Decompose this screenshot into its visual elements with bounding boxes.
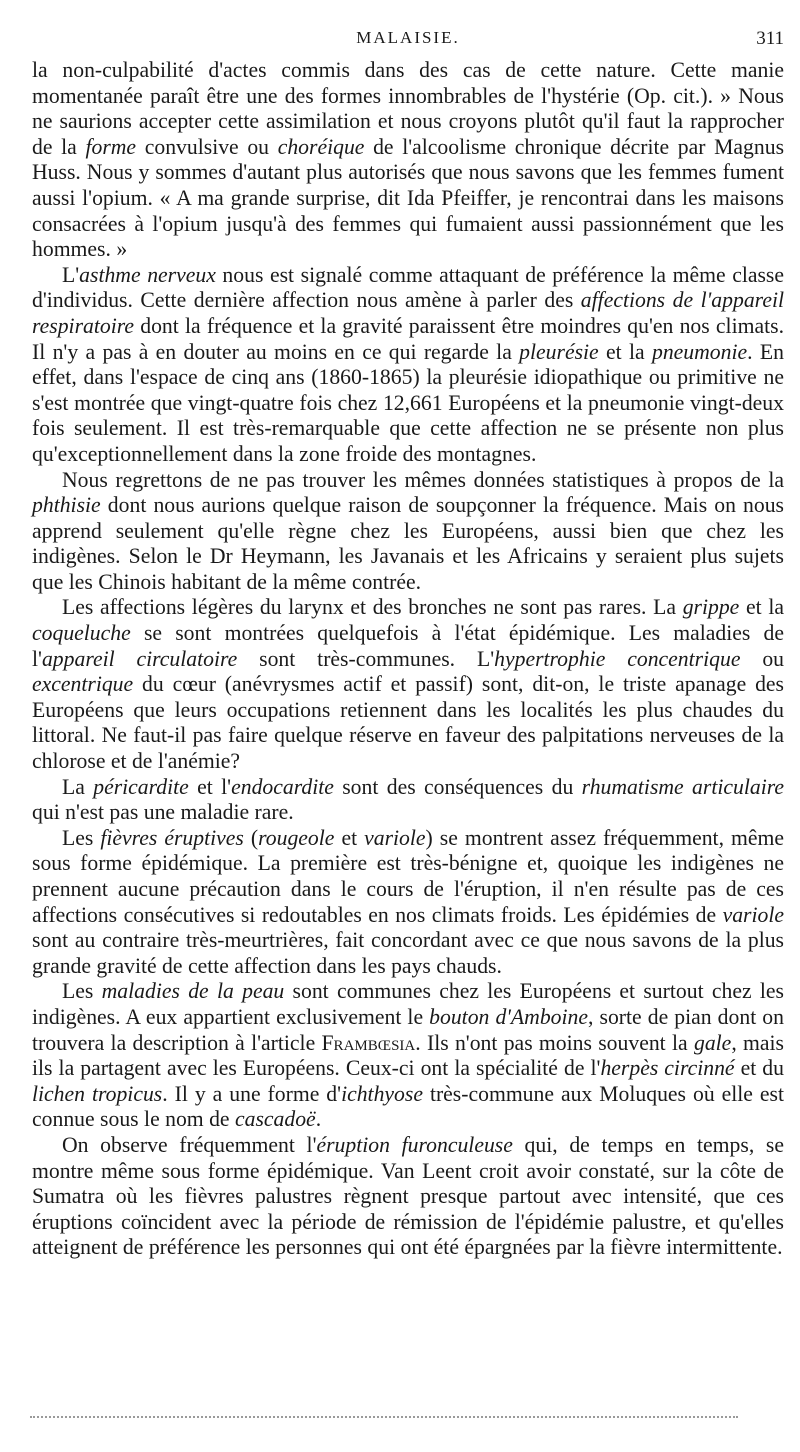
italic-term: fièvres éruptives — [100, 825, 244, 850]
text-run: dont la fréquence et la gravité paraissent être moindres qu'en nos climats. Il n'y a pas à en douter au moins en ce qui regarde la — [32, 313, 784, 364]
text-run: . Ils n'ont pas moins souvent la — [415, 1030, 694, 1055]
italic-term: forme — [85, 134, 137, 159]
italic-term: pneumonie — [651, 339, 748, 364]
italic-term: coqueluche — [32, 621, 131, 646]
text-run: et la — [598, 339, 652, 364]
bottom-dotted-rule — [30, 1416, 738, 1418]
text-run: sont au contraire très-meurtrières, fait concordant avec ce que nous savons de la plus grande gravité de cette affection dans les pays chauds. — [32, 928, 784, 978]
italic-term: grippe — [682, 595, 740, 620]
paragraph-2 — [32, 468, 784, 596]
text-run: L' — [62, 262, 80, 287]
italic-term: cascadoë — [234, 1107, 316, 1132]
text-run: qui n'est pas une maladie rare. — [32, 800, 294, 825]
text-run: très-commune aux Moluques où elle est connue sous le nom de — [32, 1081, 784, 1132]
text-run: ou — [740, 646, 785, 671]
text-run: Les — [62, 825, 101, 850]
italic-term: excentrique — [32, 672, 134, 697]
text-run: La — [62, 774, 94, 799]
italic-term: affections de l'appareil respiratoire — [32, 288, 784, 338]
text-run: sont très-communes. L' — [237, 646, 495, 671]
text-run: qui, de temps en temps, se montre même sous forme épidémique. Van Leent croit avoir constaté, sur la côte de Sumatra où les fièvres palustres règnent presque partout avec intensité, que ces éruptions coïncident avec la période de rémission de l'épidémie palustre, et qu'elles atteignent de préférence les personnes qui ont été épargnées par la fièvre intermittente. — [32, 1132, 784, 1260]
text-run: se sont montrées quelquefois à l'état épidémique. Les maladies de l' — [32, 621, 784, 671]
text-run: convulsive ou — [136, 134, 278, 159]
text-run: . — [315, 1107, 322, 1132]
italic-term: lichen tropicus — [32, 1081, 163, 1106]
small-caps-term: Frambœsia — [321, 1030, 416, 1055]
page-number: 311 — [756, 28, 784, 49]
italic-term: pleurésie — [519, 339, 599, 364]
running-head — [32, 28, 784, 58]
italic-term: hypertrophie concentrique — [494, 646, 741, 671]
text-run: . Il y a une forme d' — [162, 1081, 342, 1106]
text-run: et la — [739, 595, 784, 620]
text-run: , mais ils la partagent avec les Européens. Ceux-ci ont la spécialité de l' — [32, 1030, 784, 1081]
paragraph-6 — [32, 979, 784, 1133]
paragraph-7 — [32, 1133, 784, 1261]
text-run: sont des conséquences du — [333, 774, 582, 799]
text-run: , sorte de pian dont on trouvera la description à l'article — [32, 1004, 784, 1055]
text-run: dont nous aurions quelque raison de soupçonner la fréquence. Mais on nous apprend seulement qu'elle règne chez les Européens, aussi bien que chez les indigènes. Selon le Dr Heymann, les Javanais et les Africains y seraient plus sujets que les Chinois habitant de la même contrée. — [32, 493, 784, 594]
text-run: de l'alcoolisme chronique décrite par Magnus Huss. Nous y sommes d'autant plus autorisés que nous savons que les femmes fument aussi l'opium. « A ma grande surprise, dit Ida Pfeiffer, je rencontrai dans les maisons consacrées à l'opium jusqu'à des femmes qui fumaient aussi passionnément que les hommes. » — [32, 134, 785, 262]
italic-term: appareil circulatoire — [41, 646, 238, 671]
italic-term: variole — [722, 902, 784, 927]
italic-term: asthme nerveux — [79, 262, 216, 287]
text-run: Les — [62, 979, 102, 1004]
italic-term: choréique — [277, 134, 365, 159]
italic-term: herpès circinné — [600, 1056, 735, 1081]
text-run: la non-culpabilité d'actes commis dans des cas de cette nature. Cette manie momentanée paraît être une des formes innombrables de l'hystérie (Op. cit.). » Nous ne saurions accepter cette assimilation et nous croyons plutôt qu'il faut la rapprocher de la — [32, 58, 784, 159]
paragraph-4 — [32, 775, 784, 826]
italic-term: rougeole — [258, 825, 335, 850]
text-run: sont communes chez les Européens et surtout chez les indigènes. A eux appartient exclusivement le — [32, 979, 784, 1029]
paragraph-3 — [32, 595, 784, 774]
italic-term: endocardite — [231, 774, 334, 799]
paragraph-5 — [32, 826, 784, 980]
italic-term: péricardite — [93, 774, 189, 799]
body-text — [32, 58, 784, 1261]
text-run: du cœur (anévrysmes actif et passif) sont, dit-on, le triste apanage des Européens que leurs occupations retiennent dans les localités les plus chaudes du littoral. Ne faut-il pas faire quelque réserve en faveur des palpitations nerveuses de la chlorose et de l'anémie? — [32, 672, 784, 774]
italic-term: maladies de la peau — [101, 979, 285, 1004]
book-page — [32, 28, 784, 1261]
italic-term: variole — [364, 825, 426, 850]
italic-term: ichthyose — [341, 1081, 423, 1106]
italic-term: éruption furonculeuse — [316, 1132, 513, 1157]
text-run: Nous regrettons de ne pas trouver les mêmes données statistiques à propos de la — [62, 467, 784, 492]
italic-term: gale — [693, 1030, 732, 1055]
paragraph-0 — [32, 58, 784, 263]
text-run: et du — [734, 1056, 784, 1081]
italic-term: phthisie — [32, 493, 101, 518]
text-run: Les affections légères du larynx et des bronches ne sont pas rares. La — [62, 595, 683, 620]
text-run: ) se montrent assez fréquemment, même sous forme épidémique. La première est très-bénigne et, quoique les indigènes ne prennent aucune précaution dans le cours de l'éruption, il n'en résulte pas de ces affections consécutives si redoutables en nos climats froids. Les épidémies de — [32, 825, 785, 927]
paragraph-1 — [32, 263, 784, 468]
text-run: et — [334, 825, 365, 850]
running-title: MALAISIE. — [356, 28, 460, 47]
text-run: et l' — [188, 774, 232, 799]
text-run: ( — [243, 825, 259, 850]
italic-term: bouton d'Amboine — [429, 1004, 589, 1029]
italic-term: rhumatisme articulaire — [581, 774, 784, 799]
text-run: On observe fréquemment l' — [62, 1132, 317, 1157]
text-run: nous est signalé comme attaquant de préférence la même classe d'individus. Cette dernière affection nous amène à parler des — [32, 262, 784, 313]
text-run: . En effet, dans l'espace de cinq ans (1860-1865) la pleurésie idiopathique ou primitive ne s'est montrée que vingt-quatre fois chez 12,661 Européens et la pneumonie vingt-deux fois seulement. Il est très-remarquable que cette affection ne se présente non plus qu'exceptionnellement dans la zone froide des montagnes. — [32, 339, 785, 466]
